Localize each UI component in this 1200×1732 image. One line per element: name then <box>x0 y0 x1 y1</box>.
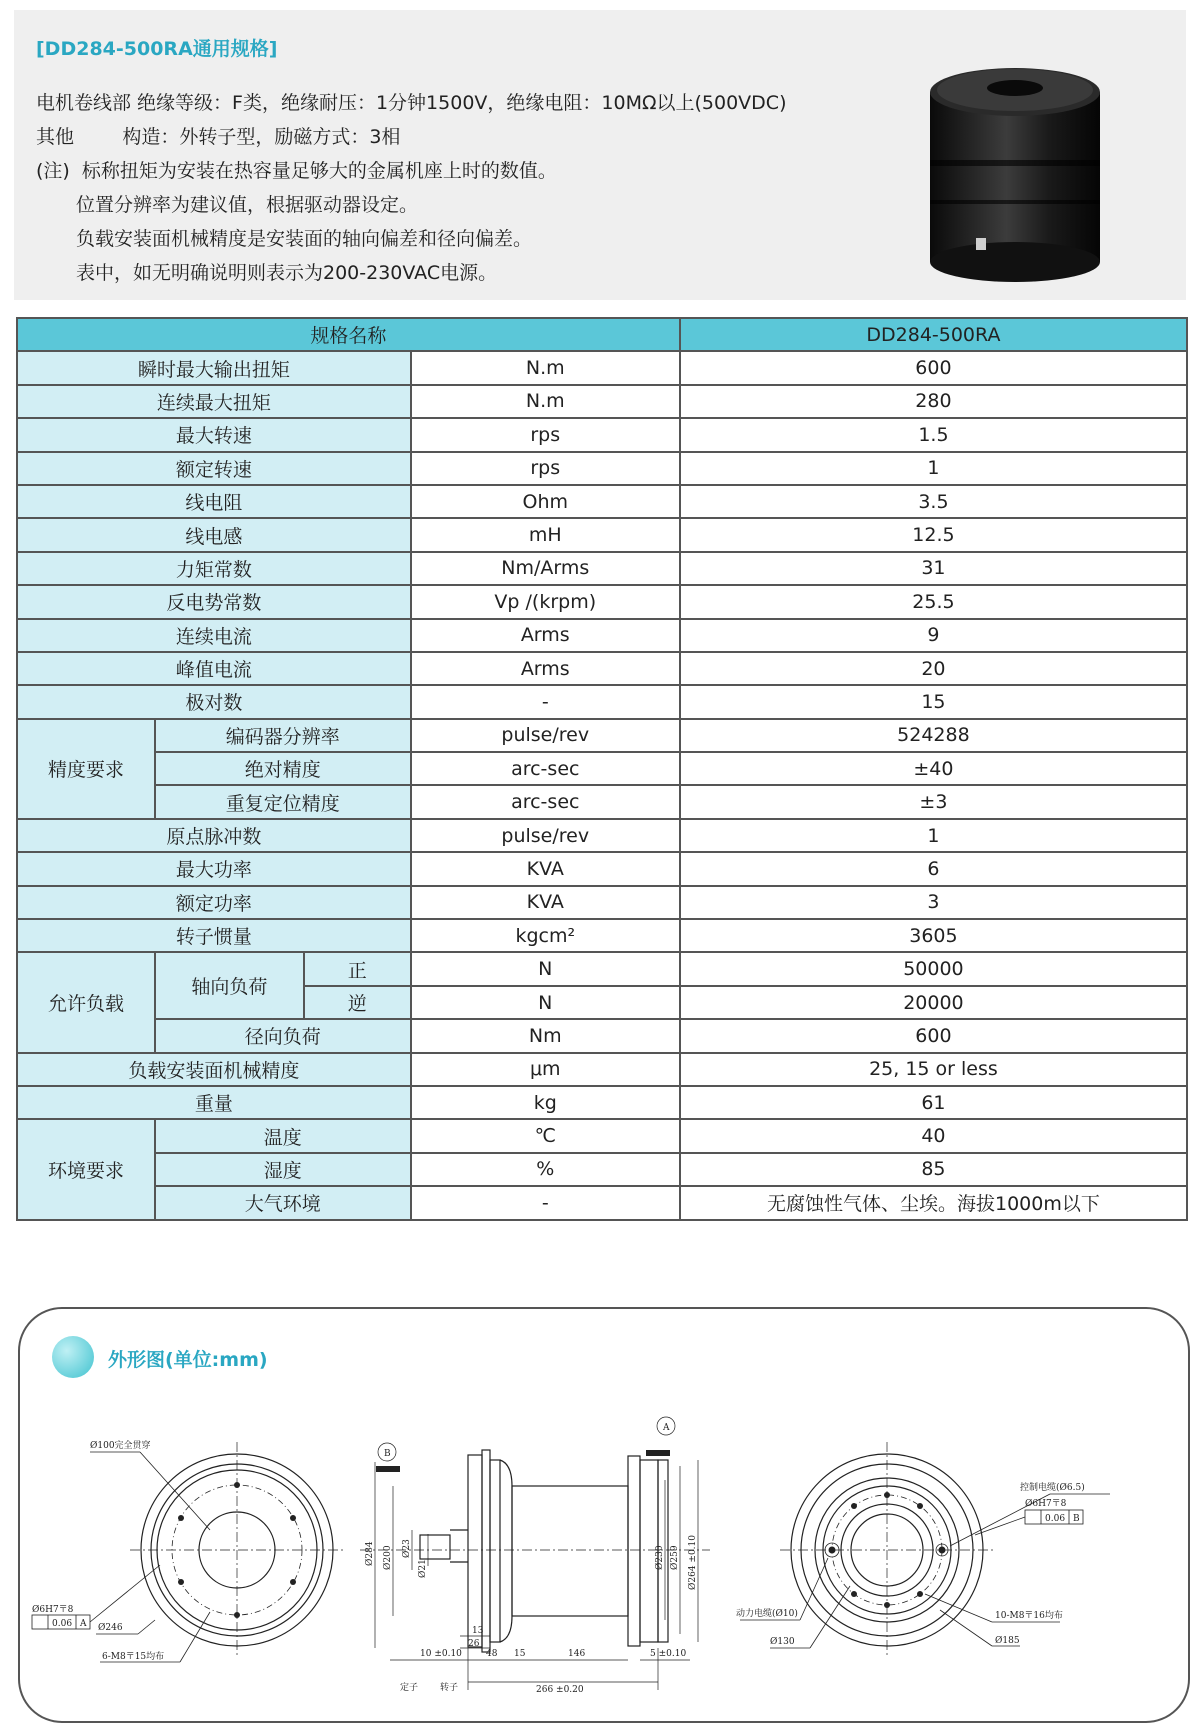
note-line: 位置分辨率为建议值，根据驱动器设定。 <box>76 194 419 216</box>
table-row <box>17 1186 1187 1219</box>
note-line: 其他 构造：外转子型，励磁方式：3相 <box>36 126 401 148</box>
dim-label: Ø230 <box>655 1545 665 1570</box>
table-row <box>17 886 1187 919</box>
param-name-cell: 额定功率 <box>17 886 411 919</box>
value-cell: ±40 <box>680 752 1187 785</box>
dim-label: 10-M8〒16均布 <box>995 1611 1063 1621</box>
table-row <box>17 585 1187 618</box>
dim-label: Ø6H7〒8 <box>1025 1499 1067 1509</box>
param-name-cell: 连续电流 <box>17 619 411 652</box>
unit-cell: KVA <box>411 852 680 885</box>
note-line: (注) 标称扭矩为安装在热容量足够大的金属机座上时的数值。 <box>36 160 557 182</box>
unit-cell: Ohm <box>411 485 680 518</box>
unit-cell: arc-sec <box>411 752 680 785</box>
dim-label: 6-M8〒15均布 <box>102 1652 165 1662</box>
value-cell: 12.5 <box>680 518 1187 551</box>
unit-cell: kgcm² <box>411 919 680 952</box>
note-line: 电机卷线部 绝缘等级：F类，绝缘耐压：1分钟1500V，绝缘电阻：10MΩ以上(500VDC) <box>36 92 787 114</box>
note-line: 表中，如无明确说明则表示为200-230VAC电源。 <box>76 262 498 284</box>
dim-label: 13 <box>472 1626 484 1636</box>
table-row <box>17 418 1187 451</box>
unit-cell: KVA <box>411 886 680 919</box>
table-row <box>17 452 1187 485</box>
param-name-cell: 最大功率 <box>17 852 411 885</box>
unit-cell: N.m <box>411 385 680 418</box>
dim-label: Ø100完全贯穿 <box>90 1441 151 1451</box>
unit-cell: Nm/Arms <box>411 552 680 585</box>
param-name-cell: 转子惯量 <box>17 919 411 952</box>
param-name-cell: 反电势常数 <box>17 585 411 618</box>
dim-label: 控制电缆(Ø6.5) <box>1020 1483 1085 1493</box>
param-name-cell: 最大转速 <box>17 418 411 451</box>
table-row <box>17 919 1187 952</box>
note-line: 负载安装面机械精度是安装面的轴向偏差和径向偏差。 <box>76 228 533 250</box>
dim-label: 定子 <box>400 1683 419 1693</box>
value-cell: 280 <box>680 385 1187 418</box>
table-row <box>17 819 1187 852</box>
table-row <box>17 785 1187 818</box>
value-cell: 3 <box>680 886 1187 919</box>
dim-label: Ø6H7〒8 <box>32 1605 74 1615</box>
unit-cell: pulse/rev <box>411 819 680 852</box>
table-row <box>17 1153 1187 1186</box>
spec-table <box>16 317 1188 1221</box>
param-name-cell: 极对数 <box>17 685 411 718</box>
unit-cell: % <box>411 1153 680 1186</box>
table-row <box>17 318 1187 351</box>
datum-label: B <box>384 1449 391 1459</box>
dim-label: 146 <box>568 1649 586 1659</box>
value-cell: 31 <box>680 552 1187 585</box>
param-name-cell: 绝对精度 <box>155 752 411 785</box>
param-name-cell: 大气环境 <box>155 1186 411 1219</box>
value-cell: ±3 <box>680 785 1187 818</box>
dim-label: Ø259 <box>670 1545 680 1570</box>
unit-cell: mH <box>411 518 680 551</box>
dim-label: Ø264 ±0.10 <box>688 1535 698 1590</box>
table-row <box>17 852 1187 885</box>
unit-cell: - <box>411 1186 680 1219</box>
value-cell: 85 <box>680 1153 1187 1186</box>
table-row <box>17 752 1187 785</box>
param-name-cell: 负载安装面机械精度 <box>17 1053 411 1086</box>
param-name-cell: 力矩常数 <box>17 552 411 585</box>
section-dot-icon <box>52 1336 94 1378</box>
table-row <box>17 385 1187 418</box>
unit-cell: N.m <box>411 351 680 384</box>
param-name-cell: 重复定位精度 <box>155 785 411 818</box>
group-cell: 精度要求 <box>17 719 155 819</box>
unit-cell: Vp /(krpm) <box>411 585 680 618</box>
subgroup-cell: 轴向负荷 <box>155 952 304 1019</box>
dim-label: 动力电缆(Ø10) <box>736 1609 798 1619</box>
unit-cell: Nm <box>411 1019 680 1052</box>
unit-cell: Arms <box>411 619 680 652</box>
param-name-cell: 线电阻 <box>17 485 411 518</box>
table-row <box>17 1119 1187 1152</box>
value-cell: 61 <box>680 1086 1187 1119</box>
dim-label: 26 <box>468 1639 480 1649</box>
unit-cell: ℃ <box>411 1119 680 1152</box>
value-cell: 20 <box>680 652 1187 685</box>
header-model-cell: DD284-500RA <box>680 318 1187 351</box>
param-name-cell: 连续最大扭矩 <box>17 385 411 418</box>
table-row <box>17 351 1187 384</box>
table-row <box>17 518 1187 551</box>
param-name-cell: 重量 <box>17 1086 411 1119</box>
param-name-cell: 径向负荷 <box>155 1019 411 1052</box>
value-cell: 600 <box>680 351 1187 384</box>
value-cell: 无腐蚀性气体、尘埃。海拔1000m以下 <box>680 1186 1187 1219</box>
table-row <box>17 652 1187 685</box>
dim-label: 10 ±0.10 <box>420 1649 462 1659</box>
dim-label: 0.06 <box>52 1619 73 1629</box>
param-name-cell: 峰值电流 <box>17 652 411 685</box>
value-cell: 50000 <box>680 952 1187 985</box>
param-name-cell: 逆 <box>304 986 411 1019</box>
table-row <box>17 1086 1187 1119</box>
dim-label: 266 ±0.20 <box>536 1685 584 1695</box>
table-row <box>17 1053 1187 1086</box>
dim-label: 0.06 <box>1045 1514 1066 1524</box>
dim-label: Ø284 <box>365 1541 375 1566</box>
dim-label: 转子 <box>440 1683 459 1693</box>
table-row <box>17 952 1187 985</box>
dim-label: 5 ±0.10 <box>650 1649 687 1659</box>
value-cell: 40 <box>680 1119 1187 1152</box>
unit-cell: rps <box>411 452 680 485</box>
param-name-cell: 瞬时最大输出扭矩 <box>17 351 411 384</box>
value-cell: 6 <box>680 852 1187 885</box>
dim-label: Ø185 <box>995 1636 1020 1646</box>
spec-title: [DD284-500RA通用规格] <box>36 38 278 60</box>
param-name-cell: 湿度 <box>155 1153 411 1186</box>
param-name-cell: 额定转速 <box>17 452 411 485</box>
dim-label: Ø23 <box>402 1539 412 1558</box>
value-cell: 1.5 <box>680 418 1187 451</box>
dim-label: Ø21 <box>418 1559 428 1578</box>
unit-cell: pulse/rev <box>411 719 680 752</box>
unit-cell: rps <box>411 418 680 451</box>
group-cell: 环境要求 <box>17 1119 155 1219</box>
table-row <box>17 685 1187 718</box>
group-cell: 允许负载 <box>17 952 155 1052</box>
value-cell: 15 <box>680 685 1187 718</box>
table-row <box>17 1019 1187 1052</box>
table-row <box>17 619 1187 652</box>
table-row <box>17 552 1187 585</box>
param-name-cell: 编码器分辨率 <box>155 719 411 752</box>
value-cell: 1 <box>680 819 1187 852</box>
dim-label: Ø246 <box>98 1623 123 1633</box>
unit-cell: N <box>411 986 680 1019</box>
unit-cell: N <box>411 952 680 985</box>
drawing-title: 外形图(单位:mm) <box>108 1349 268 1371</box>
value-cell: 25, 15 or less <box>680 1053 1187 1086</box>
unit-cell: arc-sec <box>411 785 680 818</box>
param-name-cell: 原点脉冲数 <box>17 819 411 852</box>
dim-label: 15 <box>514 1649 526 1659</box>
table-row <box>17 485 1187 518</box>
value-cell: 25.5 <box>680 585 1187 618</box>
value-cell: 1 <box>680 452 1187 485</box>
unit-cell: Arms <box>411 652 680 685</box>
value-cell: 9 <box>680 619 1187 652</box>
datum-label: A <box>663 1423 670 1433</box>
product-photo <box>920 50 1110 290</box>
unit-cell: - <box>411 685 680 718</box>
value-cell: 3.5 <box>680 485 1187 518</box>
unit-cell: μm <box>411 1053 680 1086</box>
dim-label: 48 <box>486 1649 498 1659</box>
unit-cell: kg <box>411 1086 680 1119</box>
dim-label: Ø200 <box>383 1545 393 1570</box>
param-name-cell: 线电感 <box>17 518 411 551</box>
value-cell: 600 <box>680 1019 1187 1052</box>
dimension-drawing <box>20 1390 1180 1700</box>
value-cell: 20000 <box>680 986 1187 1019</box>
param-name-cell: 正 <box>304 952 411 985</box>
dim-label: Ø130 <box>770 1637 795 1647</box>
value-cell: 524288 <box>680 719 1187 752</box>
param-name-cell: 温度 <box>155 1119 411 1152</box>
header-name-cell: 规格名称 <box>17 318 680 351</box>
table-row <box>17 719 1187 752</box>
spec-notes <box>36 86 786 290</box>
dim-label: B <box>1073 1514 1080 1524</box>
value-cell: 3605 <box>680 919 1187 952</box>
dim-label: A <box>80 1619 87 1629</box>
